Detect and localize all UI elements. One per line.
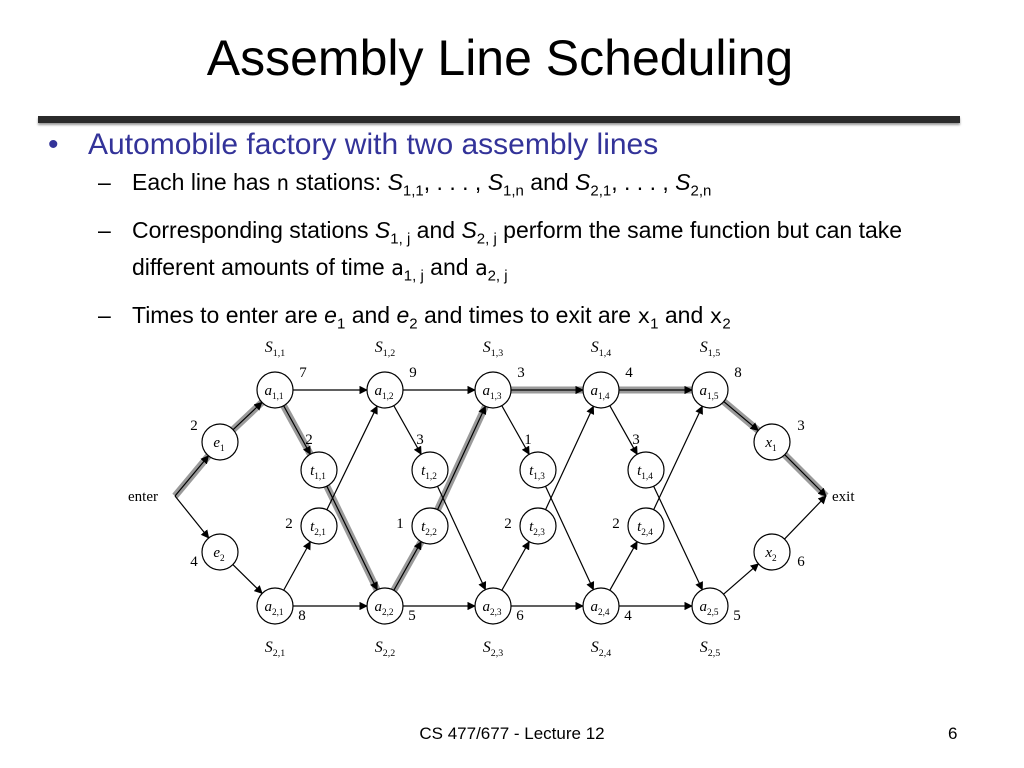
enter-edge	[175, 496, 209, 538]
bullet-list	[48, 126, 978, 348]
transfer-edge	[654, 406, 703, 509]
station-name-top: $S_{1,4}$	[590, 339, 612, 359]
station-time-line1: 9	[409, 365, 417, 381]
exit-edge	[724, 402, 758, 431]
transfer-node-line2	[301, 508, 337, 544]
dash: –	[98, 216, 111, 243]
transfer-edge	[654, 486, 703, 589]
entry-edge	[233, 402, 262, 429]
sub-bullet-text: Each line has n stations: $S_{1,1}$, . . . , $S_{1,n}$ and $S_{2,1}$, . . . , $S_{2,n}$	[132, 169, 712, 200]
transfer-edge	[610, 542, 637, 591]
transfer-edge	[546, 406, 594, 509]
exit-arrow	[785, 455, 826, 496]
page-number: 6	[948, 724, 958, 743]
enter-edge	[175, 456, 208, 496]
station-node-line2-label: $a_{2,4}$	[590, 599, 610, 618]
transfer-time-line1: 1	[524, 432, 532, 448]
transfer-edge	[394, 542, 421, 591]
transfer-node-line2-label: $t_{2,2}$	[421, 519, 437, 538]
station-name-bottom: $S_{2,4}$	[590, 639, 612, 659]
transfer-edge	[438, 406, 486, 509]
entry-edge	[233, 565, 262, 594]
transfer-node-line2	[628, 508, 664, 544]
station-node-line1	[475, 372, 511, 408]
transfer-node-line1	[520, 452, 556, 488]
entry-node-e1-label: $e_1$	[213, 435, 225, 454]
transfer-edge	[327, 486, 377, 590]
transfer-edge	[502, 542, 529, 591]
station-time-line2: 4	[624, 608, 632, 624]
station-node-line1	[257, 372, 293, 408]
exit-node-x2-label: $x_2$	[765, 545, 777, 564]
station-time-line1: 7	[299, 365, 307, 381]
dash: –	[98, 169, 111, 195]
station-node-line2	[692, 588, 728, 624]
station-node-line2-label: $a_{2,1}$	[264, 599, 284, 618]
footer-course: CS 477/677 - Lecture 12	[419, 724, 605, 743]
station-time-line2: 5	[408, 608, 416, 624]
station-node-line1-label: $a_{1,1}$	[264, 383, 284, 402]
station-node-line2-label: $a_{2,5}$	[699, 599, 719, 618]
transfer-node-line2	[520, 508, 556, 544]
transfer-node-line2	[412, 508, 448, 544]
enter-label: enter	[128, 489, 158, 505]
transfer-node-line1	[301, 452, 337, 488]
assembly-line-diagram	[120, 330, 880, 660]
station-node-line1	[692, 372, 728, 408]
station-time-line1: 4	[625, 365, 633, 381]
transfer-time-line1: 2	[305, 432, 313, 448]
exit-arrow	[784, 496, 826, 539]
exit-time-x1: 3	[797, 418, 805, 434]
sub-bullet-corresponding	[98, 216, 978, 291]
slide-title: Assembly Line Scheduling	[206, 30, 794, 86]
transfer-node-line1	[412, 452, 448, 488]
transfer-time-line2: 2	[504, 516, 512, 532]
sub-bullet-stations	[98, 168, 978, 206]
transfer-time-line2: 2	[285, 516, 293, 532]
transfer-node-line1-label: $t_{1,4}$	[637, 463, 653, 482]
transfer-time-line1: 3	[632, 432, 640, 448]
station-name-top: $S_{1,5}$	[699, 339, 721, 359]
station-node-line1-label: $a_{1,4}$	[590, 383, 610, 402]
station-node-line2	[367, 588, 403, 624]
entry-node-e2-label: $e_2$	[213, 545, 225, 564]
transfer-node-line1-label: $t_{1,2}$	[421, 463, 437, 482]
station-node-line1-label: $a_{1,3}$	[482, 383, 502, 402]
transfer-time-line1: 3	[416, 432, 424, 448]
dash: –	[98, 301, 111, 328]
station-name-top: $S_{1,2}$	[374, 339, 396, 359]
station-node-line1-label: $a_{1,2}$	[374, 383, 394, 402]
transfer-edge	[546, 486, 594, 589]
entry-time-e2: 4	[190, 554, 198, 570]
sub-bullet-text: Corresponding stations $S_{1, j}$ and $S_{2, j}$ perform the same function but can take different amounts of time $a_{1, j}$ and $a_{2, j}$	[132, 216, 903, 285]
transfer-node-line2-label: $t_{2,4}$	[637, 519, 653, 538]
station-name-bottom: $S_{2,2}$	[374, 639, 396, 659]
sub-bullet-text: Times to enter are $e_1$ and $e_2$ and times to exit are $x_1$ and $x_2$	[132, 301, 731, 333]
station-node-line2-label: $a_{2,3}$	[482, 599, 502, 618]
transfer-edge	[284, 542, 311, 590]
main-bullet-text: Automobile factory with two assembly lines	[88, 128, 659, 161]
exit-time-x2: 6	[797, 554, 805, 570]
transfer-edge	[438, 486, 486, 589]
station-node-line2-label: $a_{2,2}$	[374, 599, 394, 618]
station-time-line2: 8	[298, 608, 306, 624]
bullet-dot: •	[48, 128, 59, 161]
main-bullet	[48, 126, 978, 164]
transfer-node-line2-label: $t_{2,1}$	[310, 519, 326, 538]
station-name-top: $S_{1,1}$	[264, 339, 286, 359]
transfer-node-line2-label: $t_{2,3}$	[529, 519, 545, 538]
station-time-line1: 8	[734, 365, 742, 381]
station-time-line2: 5	[733, 608, 741, 624]
station-time-line2: 6	[516, 608, 524, 624]
exit-node-x1-label: $x_1$	[765, 435, 777, 454]
title-divider	[38, 116, 960, 123]
station-node-line2	[583, 588, 619, 624]
transfer-node-line1	[628, 452, 664, 488]
exit-edge	[724, 564, 759, 594]
station-node-line2	[475, 588, 511, 624]
transfer-time-line2: 1	[396, 516, 404, 532]
station-name-bottom: $S_{2,3}$	[482, 639, 504, 659]
station-node-line1-label: $a_{1,5}$	[699, 383, 719, 402]
transfer-time-line2: 2	[612, 516, 620, 532]
transfer-edge	[327, 406, 377, 510]
station-node-line2	[257, 588, 293, 624]
transfer-node-line1-label: $t_{1,1}$	[310, 463, 326, 482]
station-node-line1	[583, 372, 619, 408]
entry-time-e1: 2	[190, 418, 198, 434]
exit-label: exit	[832, 489, 855, 505]
station-name-bottom: $S_{2,1}$	[264, 639, 286, 659]
station-time-line1: 3	[517, 365, 525, 381]
station-node-line1	[367, 372, 403, 408]
station-name-top: $S_{1,3}$	[482, 339, 504, 359]
transfer-node-line1-label: $t_{1,3}$	[529, 463, 545, 482]
station-name-bottom: $S_{2,5}$	[699, 639, 721, 659]
